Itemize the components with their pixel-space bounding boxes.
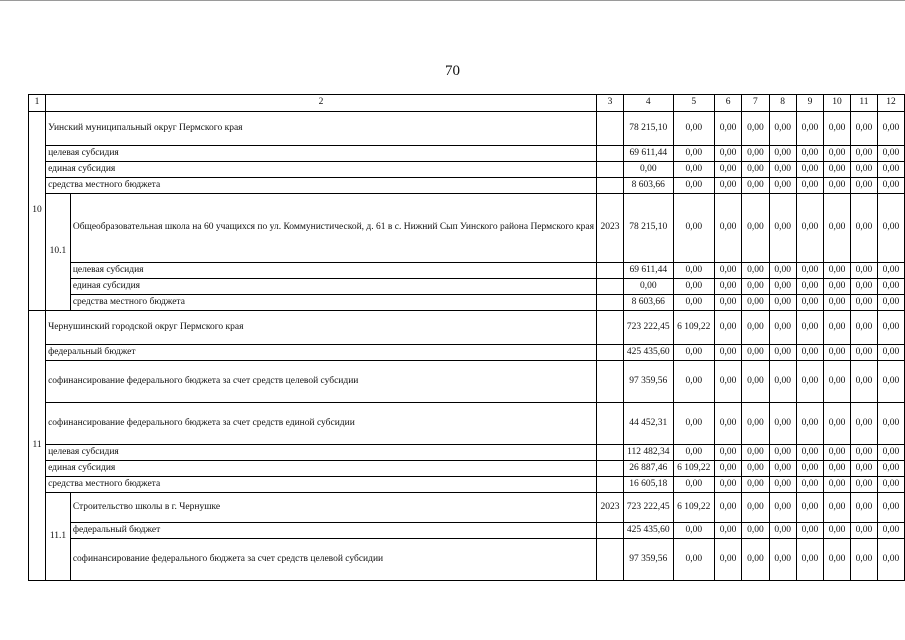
header-col-11: 11 (850, 95, 877, 112)
cell-col7: 0,00 (742, 295, 769, 311)
cell-total: 78 215,10 (623, 194, 673, 263)
section-11-row (29, 477, 905, 493)
cell-col5: 0,00 (673, 523, 714, 539)
cell-col6: 0,00 (714, 112, 741, 146)
cell-year (596, 295, 623, 311)
cell-col6: 0,00 (714, 361, 741, 403)
cell-year (596, 311, 623, 345)
cell-col8: 0,00 (769, 194, 796, 263)
cell-col6: 0,00 (714, 345, 741, 361)
cell-col12: 0,00 (877, 445, 904, 461)
row-label: целевая субсидия (46, 146, 597, 162)
cell-col8: 0,00 (769, 523, 796, 539)
cell-year: 2023 (596, 194, 623, 263)
section-11-row (29, 345, 905, 361)
cell-col9: 0,00 (796, 403, 823, 445)
cell-total: 723 222,45 (623, 493, 673, 523)
cell-col6: 0,00 (714, 403, 741, 445)
cell-col8: 0,00 (769, 263, 796, 279)
cell-col8: 0,00 (769, 539, 796, 581)
cell-total: 723 222,45 (623, 311, 673, 345)
cell-col8: 0,00 (769, 345, 796, 361)
cell-col5: 0,00 (673, 279, 714, 295)
header-col-1: 1 (29, 95, 46, 112)
cell-col10: 0,00 (824, 493, 851, 523)
cell-col9: 0,00 (796, 112, 823, 146)
cell-col8: 0,00 (769, 477, 796, 493)
cell-col6: 0,00 (714, 194, 741, 263)
section-11-row (29, 361, 905, 403)
section-10-row (29, 146, 905, 162)
cell-col11: 0,00 (850, 112, 877, 146)
header-col-5: 5 (673, 95, 714, 112)
cell-col7: 0,00 (742, 493, 769, 523)
cell-col10: 0,00 (824, 146, 851, 162)
cell-total: 78 215,10 (623, 112, 673, 146)
cell-col10: 0,00 (824, 361, 851, 403)
cell-col5: 0,00 (673, 361, 714, 403)
cell-total: 16 605,18 (623, 477, 673, 493)
cell-year (596, 461, 623, 477)
cell-col5: 0,00 (673, 178, 714, 194)
cell-total: 8 603,66 (623, 178, 673, 194)
cell-col11: 0,00 (850, 311, 877, 345)
subsection-10-1-detail-row (29, 263, 905, 279)
cell-col7: 0,00 (742, 345, 769, 361)
cell-year (596, 162, 623, 178)
cell-total: 97 359,56 (623, 539, 673, 581)
cell-total: 44 452,31 (623, 403, 673, 445)
cell-col5: 0,00 (673, 112, 714, 146)
cell-col8: 0,00 (769, 146, 796, 162)
cell-col12: 0,00 (877, 178, 904, 194)
cell-col6: 0,00 (714, 523, 741, 539)
cell-col6: 0,00 (714, 263, 741, 279)
cell-col10: 0,00 (824, 539, 851, 581)
subsection-11-1-detail-row (29, 539, 905, 581)
cell-col7: 0,00 (742, 263, 769, 279)
cell-col11: 0,00 (850, 263, 877, 279)
cell-year (596, 523, 623, 539)
cell-col12: 0,00 (877, 523, 904, 539)
cell-col5: 0,00 (673, 403, 714, 445)
cell-year (596, 361, 623, 403)
row-label: средства местного бюджета (70, 295, 596, 311)
cell-year (596, 279, 623, 295)
cell-col8: 0,00 (769, 493, 796, 523)
cell-col9: 0,00 (796, 539, 823, 581)
cell-year (596, 263, 623, 279)
header-col-3: 3 (596, 95, 623, 112)
header-row (29, 95, 905, 112)
cell-col11: 0,00 (850, 345, 877, 361)
row-label: единая субсидия (46, 162, 597, 178)
cell-col9: 0,00 (796, 523, 823, 539)
cell-col9: 0,00 (796, 445, 823, 461)
cell-col9: 0,00 (796, 345, 823, 361)
cell-col8: 0,00 (769, 295, 796, 311)
row-label: софинансирование федерального бюджета за счет средств целевой субсидии (70, 539, 596, 581)
header-col-8: 8 (769, 95, 796, 112)
cell-col10: 0,00 (824, 523, 851, 539)
cell-col11: 0,00 (850, 493, 877, 523)
cell-col6: 0,00 (714, 279, 741, 295)
cell-col5: 6 109,22 (673, 311, 714, 345)
cell-col12: 0,00 (877, 539, 904, 581)
section-11-row (29, 403, 905, 445)
cell-col10: 0,00 (824, 345, 851, 361)
cell-col11: 0,00 (850, 146, 877, 162)
cell-col6: 0,00 (714, 178, 741, 194)
cell-col7: 0,00 (742, 311, 769, 345)
cell-col6: 0,00 (714, 162, 741, 178)
cell-col6: 0,00 (714, 445, 741, 461)
row-label: единая субсидия (46, 461, 597, 477)
header-col-7: 7 (742, 95, 769, 112)
subsection-title: Общеобразовательная школа на 60 учащихся по ул. Коммунистической, д. 61 в с. Нижний Сып Уинского района Пермского края (70, 194, 596, 263)
cell-col12: 0,00 (877, 461, 904, 477)
cell-col7: 0,00 (742, 403, 769, 445)
cell-col10: 0,00 (824, 263, 851, 279)
cell-col9: 0,00 (796, 194, 823, 263)
cell-col10: 0,00 (824, 112, 851, 146)
cell-col8: 0,00 (769, 461, 796, 477)
row-label: софинансирование федерального бюджета за счет средств целевой субсидии (46, 361, 597, 403)
cell-col11: 0,00 (850, 194, 877, 263)
cell-col11: 0,00 (850, 361, 877, 403)
cell-col9: 0,00 (796, 279, 823, 295)
cell-col9: 0,00 (796, 361, 823, 403)
cell-col9: 0,00 (796, 477, 823, 493)
cell-col8: 0,00 (769, 403, 796, 445)
cell-col11: 0,00 (850, 295, 877, 311)
cell-year (596, 178, 623, 194)
row-label: средства местного бюджета (46, 477, 597, 493)
cell-col12: 0,00 (877, 194, 904, 263)
subsection-title: Строительство школы в г. Чернушке (70, 493, 596, 523)
cell-total: 425 435,60 (623, 523, 673, 539)
cell-col10: 0,00 (824, 311, 851, 345)
cell-col11: 0,00 (850, 523, 877, 539)
cell-col11: 0,00 (850, 445, 877, 461)
cell-col5: 0,00 (673, 295, 714, 311)
cell-col10: 0,00 (824, 295, 851, 311)
cell-col11: 0,00 (850, 477, 877, 493)
cell-col10: 0,00 (824, 403, 851, 445)
cell-total: 26 887,46 (623, 461, 673, 477)
cell-col12: 0,00 (877, 361, 904, 403)
cell-year (596, 146, 623, 162)
section-title: Чернушинский городской округ Пермского края (46, 311, 597, 345)
section-10-title-row (29, 112, 905, 146)
row-label: софинансирование федерального бюджета за счет средств единой субсидии (46, 403, 597, 445)
cell-col12: 0,00 (877, 162, 904, 178)
cell-year (596, 345, 623, 361)
cell-year: 2023 (596, 493, 623, 523)
cell-col7: 0,00 (742, 477, 769, 493)
cell-col7: 0,00 (742, 194, 769, 263)
header-col-6: 6 (714, 95, 741, 112)
cell-col7: 0,00 (742, 539, 769, 581)
section-title: Уинский муниципальный округ Пермского края (46, 112, 597, 146)
header-col-10: 10 (824, 95, 851, 112)
subsection-number: 11.1 (46, 493, 71, 581)
section-11-row (29, 445, 905, 461)
cell-col10: 0,00 (824, 279, 851, 295)
cell-year (596, 539, 623, 581)
header-col-9: 9 (796, 95, 823, 112)
section-number: 11 (29, 311, 46, 581)
row-label: федеральный бюджет (70, 523, 596, 539)
cell-col9: 0,00 (796, 146, 823, 162)
cell-col7: 0,00 (742, 461, 769, 477)
cell-col12: 0,00 (877, 345, 904, 361)
cell-col10: 0,00 (824, 162, 851, 178)
cell-col5: 6 109,22 (673, 493, 714, 523)
cell-col9: 0,00 (796, 493, 823, 523)
cell-col10: 0,00 (824, 194, 851, 263)
cell-col11: 0,00 (850, 178, 877, 194)
cell-col11: 0,00 (850, 279, 877, 295)
subsection-10-1-row (29, 194, 905, 263)
top-rule (0, 0, 905, 1)
cell-col12: 0,00 (877, 493, 904, 523)
cell-col8: 0,00 (769, 311, 796, 345)
cell-col5: 0,00 (673, 477, 714, 493)
cell-year (596, 445, 623, 461)
cell-col10: 0,00 (824, 178, 851, 194)
header-col-12: 12 (877, 95, 904, 112)
cell-col6: 0,00 (714, 295, 741, 311)
cell-col6: 0,00 (714, 146, 741, 162)
cell-col12: 0,00 (877, 112, 904, 146)
cell-col7: 0,00 (742, 361, 769, 403)
cell-col7: 0,00 (742, 279, 769, 295)
subsection-10-1-detail-row (29, 279, 905, 295)
cell-year (596, 403, 623, 445)
cell-col6: 0,00 (714, 493, 741, 523)
cell-col5: 0,00 (673, 345, 714, 361)
cell-col8: 0,00 (769, 162, 796, 178)
cell-col10: 0,00 (824, 445, 851, 461)
cell-col6: 0,00 (714, 311, 741, 345)
cell-total: 0,00 (623, 279, 673, 295)
section-number: 10 (29, 112, 46, 311)
cell-total: 8 603,66 (623, 295, 673, 311)
cell-col12: 0,00 (877, 146, 904, 162)
cell-col6: 0,00 (714, 539, 741, 581)
cell-col12: 0,00 (877, 311, 904, 345)
cell-col11: 0,00 (850, 403, 877, 445)
subsection-11-1-detail-row (29, 523, 905, 539)
cell-col7: 0,00 (742, 523, 769, 539)
row-label: целевая субсидия (46, 445, 597, 461)
cell-col8: 0,00 (769, 279, 796, 295)
cell-year (596, 477, 623, 493)
subsection-11-1-row (29, 493, 905, 523)
cell-col8: 0,00 (769, 361, 796, 403)
cell-col10: 0,00 (824, 477, 851, 493)
cell-col7: 0,00 (742, 445, 769, 461)
budget-table (28, 94, 905, 581)
cell-year (596, 112, 623, 146)
row-label: целевая субсидия (70, 263, 596, 279)
cell-col9: 0,00 (796, 162, 823, 178)
cell-col7: 0,00 (742, 146, 769, 162)
cell-col7: 0,00 (742, 112, 769, 146)
row-label: единая субсидия (70, 279, 596, 295)
cell-col10: 0,00 (824, 461, 851, 477)
cell-col8: 0,00 (769, 112, 796, 146)
cell-total: 0,00 (623, 162, 673, 178)
cell-col5: 0,00 (673, 162, 714, 178)
cell-total: 112 482,34 (623, 445, 673, 461)
cell-total: 69 611,44 (623, 263, 673, 279)
section-11-row (29, 461, 905, 477)
cell-col12: 0,00 (877, 263, 904, 279)
cell-col7: 0,00 (742, 178, 769, 194)
cell-col9: 0,00 (796, 311, 823, 345)
row-label: средства местного бюджета (46, 178, 597, 194)
subsection-number: 10.1 (46, 194, 71, 311)
cell-col9: 0,00 (796, 461, 823, 477)
cell-col5: 0,00 (673, 146, 714, 162)
subsection-10-1-detail-row (29, 295, 905, 311)
cell-total: 425 435,60 (623, 345, 673, 361)
cell-total: 97 359,56 (623, 361, 673, 403)
header-col-4: 4 (623, 95, 673, 112)
cell-col5: 0,00 (673, 194, 714, 263)
cell-col12: 0,00 (877, 295, 904, 311)
cell-col11: 0,00 (850, 539, 877, 581)
cell-col6: 0,00 (714, 477, 741, 493)
cell-col9: 0,00 (796, 295, 823, 311)
cell-col5: 0,00 (673, 445, 714, 461)
cell-col12: 0,00 (877, 279, 904, 295)
cell-col9: 0,00 (796, 178, 823, 194)
cell-col8: 0,00 (769, 178, 796, 194)
cell-col5: 0,00 (673, 539, 714, 581)
section-10-row (29, 178, 905, 194)
cell-col7: 0,00 (742, 162, 769, 178)
cell-col5: 6 109,22 (673, 461, 714, 477)
cell-col8: 0,00 (769, 445, 796, 461)
cell-col11: 0,00 (850, 162, 877, 178)
cell-col12: 0,00 (877, 403, 904, 445)
cell-col12: 0,00 (877, 477, 904, 493)
cell-total: 69 611,44 (623, 146, 673, 162)
header-col-2: 2 (46, 95, 597, 112)
cell-col9: 0,00 (796, 263, 823, 279)
page-number: 70 (445, 63, 460, 79)
cell-col11: 0,00 (850, 461, 877, 477)
row-label: федеральный бюджет (46, 345, 597, 361)
section-11-title-row (29, 311, 905, 345)
section-10-row (29, 162, 905, 178)
cell-col5: 0,00 (673, 263, 714, 279)
cell-col6: 0,00 (714, 461, 741, 477)
